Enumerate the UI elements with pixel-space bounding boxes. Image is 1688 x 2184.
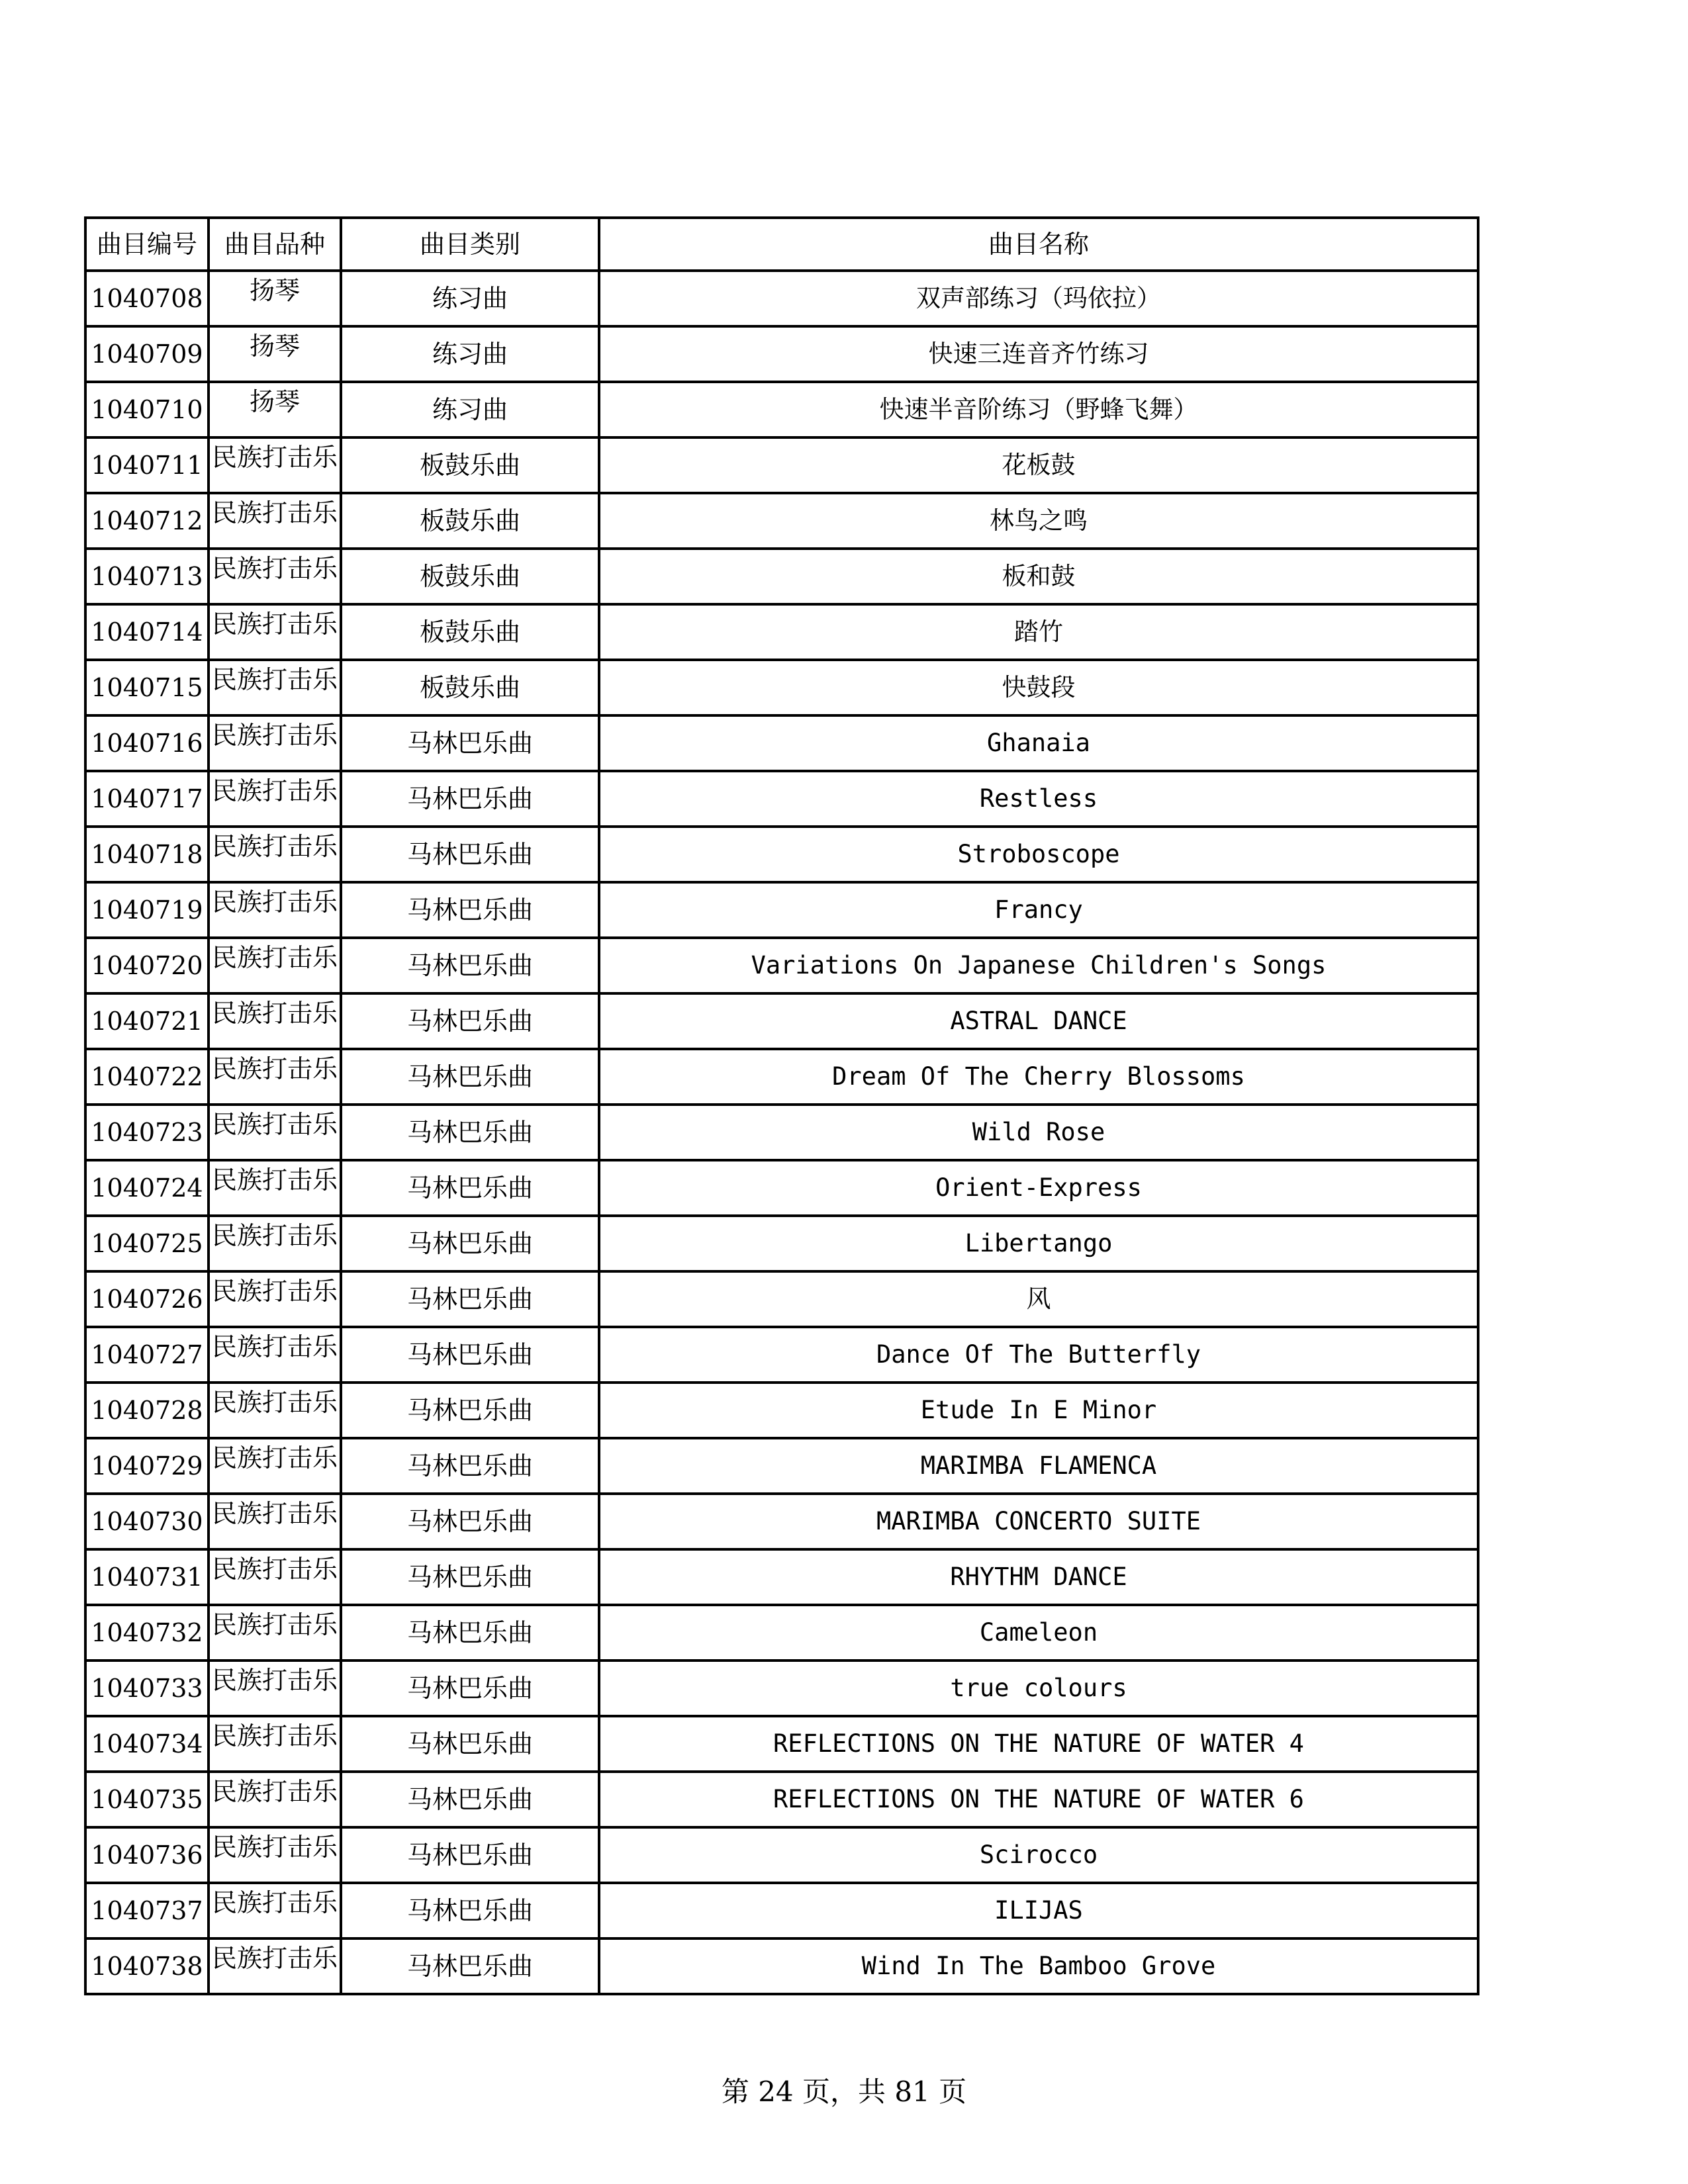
cell-variety: 民族打击乐 [209, 1605, 341, 1661]
table-row [85, 1938, 1478, 1994]
catalog-table-body [85, 218, 1478, 1994]
cell-code: 1040723 [85, 1105, 209, 1160]
cell-variety: 民族打击乐 [209, 1661, 341, 1716]
table-row [85, 1661, 1478, 1716]
cell-name: 林鸟之鸣 [599, 493, 1478, 549]
catalog-table [84, 216, 1479, 1995]
cell-category: 马林巴乐曲 [341, 993, 599, 1049]
cell-code: 1040725 [85, 1216, 209, 1271]
cell-code: 1040712 [85, 493, 209, 549]
cell-code: 1040710 [85, 382, 209, 437]
cell-code: 1040735 [85, 1772, 209, 1827]
cell-category: 马林巴乐曲 [341, 1438, 599, 1494]
cell-category: 板鼓乐曲 [341, 549, 599, 604]
cell-code: 1040731 [85, 1549, 209, 1605]
table-row [85, 1716, 1478, 1772]
cell-variety: 民族打击乐 [209, 1827, 341, 1883]
cell-category: 板鼓乐曲 [341, 437, 599, 493]
cell-name: RHYTHM DANCE [599, 1549, 1478, 1605]
cell-category: 马林巴乐曲 [341, 1271, 599, 1327]
table-row [85, 771, 1478, 827]
cell-code: 1040716 [85, 715, 209, 771]
cell-variety: 民族打击乐 [209, 1049, 341, 1105]
cell-code: 1040720 [85, 938, 209, 993]
table-row [85, 827, 1478, 882]
cell-category: 马林巴乐曲 [341, 1716, 599, 1772]
cell-code: 1040708 [85, 271, 209, 326]
cell-variety: 扬琴 [209, 382, 341, 437]
cell-category: 马林巴乐曲 [341, 771, 599, 827]
cell-code: 1040711 [85, 437, 209, 493]
cell-category: 练习曲 [341, 326, 599, 382]
cell-name: REFLECTIONS ON THE NATURE OF WATER 6 [599, 1772, 1478, 1827]
table-row [85, 993, 1478, 1049]
cell-code: 1040727 [85, 1327, 209, 1383]
cell-variety: 民族打击乐 [209, 882, 341, 938]
cell-code: 1040733 [85, 1661, 209, 1716]
cell-code: 1040722 [85, 1049, 209, 1105]
cell-name: Etude In E Minor [599, 1383, 1478, 1438]
table-row [85, 1160, 1478, 1216]
cell-name: true colours [599, 1661, 1478, 1716]
cell-variety: 民族打击乐 [209, 993, 341, 1049]
table-row [85, 271, 1478, 326]
cell-variety: 民族打击乐 [209, 1271, 341, 1327]
cell-name: Scirocco [599, 1827, 1478, 1883]
cell-variety: 民族打击乐 [209, 771, 341, 827]
cell-code: 1040728 [85, 1383, 209, 1438]
cell-name: ASTRAL DANCE [599, 993, 1478, 1049]
table-row [85, 1438, 1478, 1494]
cell-variety: 民族打击乐 [209, 1716, 341, 1772]
cell-variety: 民族打击乐 [209, 660, 341, 715]
cell-variety: 民族打击乐 [209, 549, 341, 604]
cell-name: Ghanaia [599, 715, 1478, 771]
cell-category: 马林巴乐曲 [341, 1938, 599, 1994]
cell-name: Variations On Japanese Children's Songs [599, 938, 1478, 993]
cell-code: 1040717 [85, 771, 209, 827]
cell-category: 马林巴乐曲 [341, 1105, 599, 1160]
header-category: 曲目类别 [341, 218, 599, 271]
table-row [85, 493, 1478, 549]
cell-code: 1040713 [85, 549, 209, 604]
table-row [85, 660, 1478, 715]
page-footer: 第 24 页，共 81 页 [721, 2075, 967, 2108]
table-row [85, 1216, 1478, 1271]
cell-category: 马林巴乐曲 [341, 1160, 599, 1216]
cell-name: Wind In The Bamboo Grove [599, 1938, 1478, 1994]
cell-code: 1040732 [85, 1605, 209, 1661]
cell-code: 1040729 [85, 1438, 209, 1494]
table-row [85, 382, 1478, 437]
table-row [85, 1105, 1478, 1160]
cell-category: 马林巴乐曲 [341, 882, 599, 938]
cell-code: 1040721 [85, 993, 209, 1049]
table-row [85, 437, 1478, 493]
cell-name: Restless [599, 771, 1478, 827]
cell-category: 马林巴乐曲 [341, 1494, 599, 1549]
cell-category: 板鼓乐曲 [341, 604, 599, 660]
cell-code: 1040734 [85, 1716, 209, 1772]
cell-variety: 民族打击乐 [209, 1160, 341, 1216]
table-row [85, 715, 1478, 771]
cell-variety: 民族打击乐 [209, 1105, 341, 1160]
cell-code: 1040714 [85, 604, 209, 660]
table-row [85, 938, 1478, 993]
table-row [85, 1327, 1478, 1383]
cell-category: 练习曲 [341, 271, 599, 326]
cell-code: 1040736 [85, 1827, 209, 1883]
cell-name: Libertango [599, 1216, 1478, 1271]
cell-variety: 民族打击乐 [209, 1549, 341, 1605]
cell-name: 快速三连音齐竹练习 [599, 326, 1478, 382]
cell-code: 1040709 [85, 326, 209, 382]
cell-category: 马林巴乐曲 [341, 1327, 599, 1383]
cell-category: 马林巴乐曲 [341, 938, 599, 993]
cell-category: 马林巴乐曲 [341, 1049, 599, 1105]
cell-category: 练习曲 [341, 382, 599, 437]
table-row [85, 1049, 1478, 1105]
cell-code: 1040724 [85, 1160, 209, 1216]
header-code: 曲目编号 [85, 218, 209, 271]
cell-variety: 民族打击乐 [209, 437, 341, 493]
cell-variety: 扬琴 [209, 326, 341, 382]
cell-name: Orient-Express [599, 1160, 1478, 1216]
cell-code: 1040715 [85, 660, 209, 715]
header-name: 曲目名称 [599, 218, 1478, 271]
cell-name: MARIMBA FLAMENCA [599, 1438, 1478, 1494]
table-row [85, 1827, 1478, 1883]
cell-variety: 民族打击乐 [209, 827, 341, 882]
table-row [85, 1271, 1478, 1327]
cell-variety: 民族打击乐 [209, 1494, 341, 1549]
cell-code: 1040719 [85, 882, 209, 938]
cell-variety: 民族打击乐 [209, 715, 341, 771]
cell-code: 1040726 [85, 1271, 209, 1327]
cell-name: 踏竹 [599, 604, 1478, 660]
header-variety: 曲目品种 [209, 218, 341, 271]
table-row [85, 326, 1478, 382]
cell-variety: 民族打击乐 [209, 604, 341, 660]
table-row [85, 1605, 1478, 1661]
cell-name: 快速半音阶练习（野蜂飞舞） [599, 382, 1478, 437]
cell-variety: 民族打击乐 [209, 1327, 341, 1383]
cell-name: Stroboscope [599, 827, 1478, 882]
cell-variety: 民族打击乐 [209, 1383, 341, 1438]
cell-code: 1040738 [85, 1938, 209, 1994]
cell-variety: 民族打击乐 [209, 1438, 341, 1494]
table-row [85, 1383, 1478, 1438]
cell-name: Francy [599, 882, 1478, 938]
table-row [85, 1772, 1478, 1827]
cell-name: 花板鼓 [599, 437, 1478, 493]
table-row [85, 1549, 1478, 1605]
cell-category: 马林巴乐曲 [341, 715, 599, 771]
cell-category: 马林巴乐曲 [341, 1772, 599, 1827]
cell-category: 马林巴乐曲 [341, 1383, 599, 1438]
cell-name: REFLECTIONS ON THE NATURE OF WATER 4 [599, 1716, 1478, 1772]
cell-name: Dream Of The Cherry Blossoms [599, 1049, 1478, 1105]
cell-category: 马林巴乐曲 [341, 1827, 599, 1883]
cell-variety: 民族打击乐 [209, 1216, 341, 1271]
cell-category: 马林巴乐曲 [341, 1661, 599, 1716]
cell-name: Dance Of The Butterfly [599, 1327, 1478, 1383]
cell-name: ILIJAS [599, 1883, 1478, 1938]
cell-category: 板鼓乐曲 [341, 660, 599, 715]
cell-name: 风 [599, 1271, 1478, 1327]
cell-name: 双声部练习（玛依拉） [599, 271, 1478, 326]
cell-name: MARIMBA CONCERTO SUITE [599, 1494, 1478, 1549]
cell-code: 1040730 [85, 1494, 209, 1549]
header-row [85, 218, 1478, 271]
cell-category: 板鼓乐曲 [341, 493, 599, 549]
cell-category: 马林巴乐曲 [341, 1216, 599, 1271]
table-row [85, 1883, 1478, 1938]
cell-variety: 民族打击乐 [209, 1772, 341, 1827]
cell-variety: 扬琴 [209, 271, 341, 326]
cell-variety: 民族打击乐 [209, 1883, 341, 1938]
cell-code: 1040737 [85, 1883, 209, 1938]
cell-variety: 民族打击乐 [209, 938, 341, 993]
cell-name: 板和鼓 [599, 549, 1478, 604]
table-row [85, 1494, 1478, 1549]
cell-code: 1040718 [85, 827, 209, 882]
cell-name: Cameleon [599, 1605, 1478, 1661]
table-row [85, 549, 1478, 604]
cell-category: 马林巴乐曲 [341, 1549, 599, 1605]
cell-category: 马林巴乐曲 [341, 827, 599, 882]
cell-name: Wild Rose [599, 1105, 1478, 1160]
cell-category: 马林巴乐曲 [341, 1605, 599, 1661]
cell-variety: 民族打击乐 [209, 1938, 341, 1994]
table-row [85, 882, 1478, 938]
cell-category: 马林巴乐曲 [341, 1883, 599, 1938]
table-row [85, 604, 1478, 660]
cell-name: 快鼓段 [599, 660, 1478, 715]
cell-variety: 民族打击乐 [209, 493, 341, 549]
